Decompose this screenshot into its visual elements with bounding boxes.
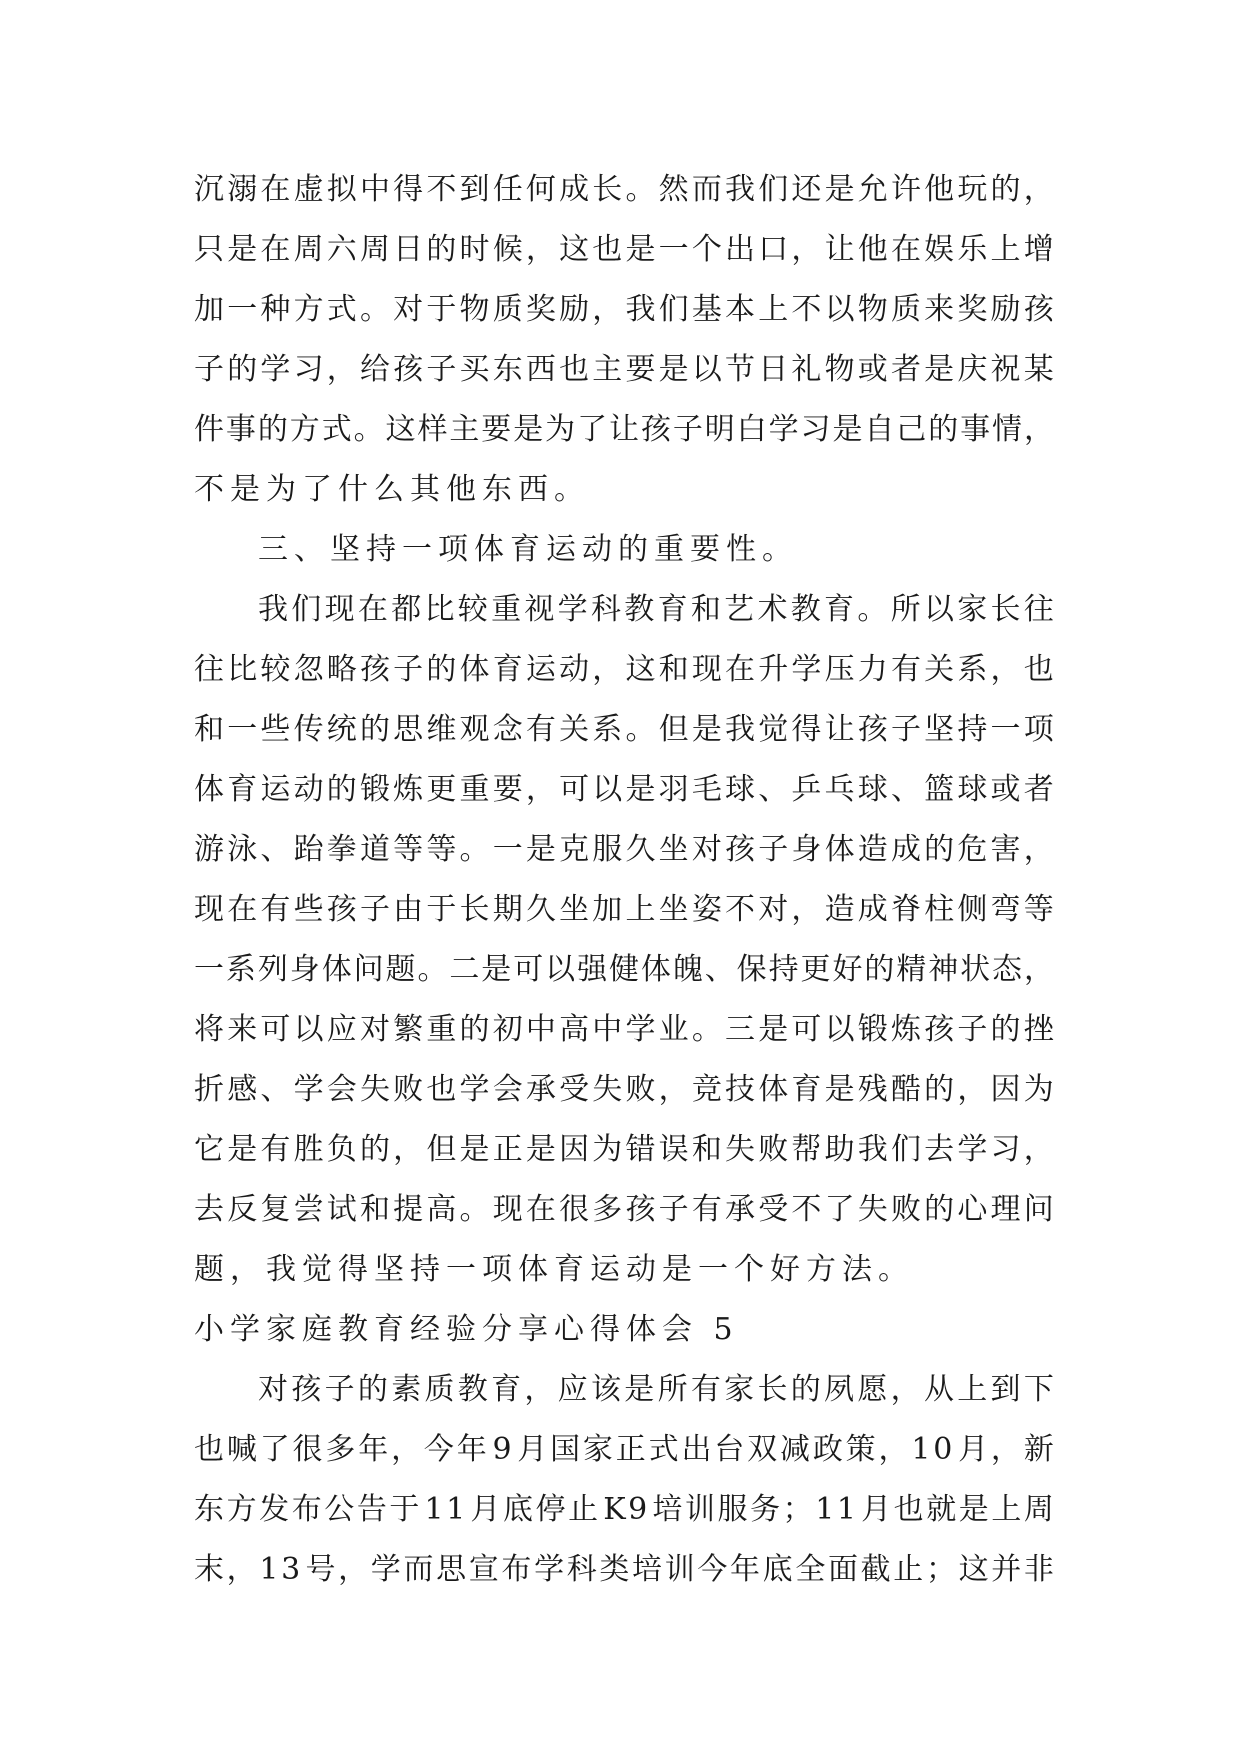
text-line: 和 一 些 传 统 的 思 维 观 念 有 关 系 。 但 是 我 觉 得 让 孩 子 坚 持 一 项 (194, 712, 1054, 747)
body-text (194, 160, 1054, 1600)
text-line: 不是为了什么其他东西。 (194, 472, 590, 507)
text-line: 三、坚持一项体育运动的重要性。 (258, 532, 798, 567)
text-line: 末 ， 1 3 号 ， 学 而 思 宣 布 学 科 类 培 训 今 年 底 全 面 截 止 ； 这 并 非 (194, 1552, 1054, 1587)
text-line: 游 泳 、 跆 拳 道 等 等 。 一 是 克 服 久 坐 对 孩 子 身 体 造 成 的 危 害 ， (194, 832, 1054, 867)
text-line: 去 反 复 尝 试 和 提 高 。 现 在 很 多 孩 子 有 承 受 不 了 失 败 的 心 理 问 (194, 1192, 1054, 1227)
text-line: 加 一 种 方 式 。 对 于 物 质 奖 励 ， 我 们 基 本 上 不 以 物 质 来 奖 励 孩 (194, 292, 1054, 327)
text-line: 对 孩 子 的 素 质 教 育 ， 应 该 是 所 有 家 长 的 夙 愿 ， 从 上 到 下 (258, 1372, 1054, 1407)
text-line: 东 方 发 布 公 告 于 1 1 月 底 停 止 K 9 培 训 服 务 ； 1 1 月 也 就 是 上 周 (194, 1492, 1054, 1527)
text-line: 也 喊 了 很 多 年 ， 今 年 9 月 国 家 正 式 出 台 双 减 政 策 ， 1 0 月 ， 新 (194, 1432, 1054, 1467)
text-line: 往 比 较 忽 略 孩 子 的 体 育 运 动 ， 这 和 现 在 升 学 压 力 有 关 系 ， 也 (194, 652, 1054, 687)
text-line: 我 们 现 在 都 比 较 重 视 学 科 教 育 和 艺 术 教 育 。 所 以 家 长 往 (258, 592, 1054, 627)
text-line: 只 是 在 周 六 周 日 的 时 候 ， 这 也 是 一 个 出 口 ， 让 他 在 娱 乐 上 增 (194, 232, 1054, 267)
text-line: 一 系 列 身 体 问 题 。 二 是 可 以 强 健 体 魄 、 保 持 更 好 的 精 神 状 态 ， (194, 952, 1054, 987)
text-line: 题，我觉得坚持一项体育运动是一个好方法。 (194, 1252, 914, 1287)
text-line: 现 在 有 些 孩 子 由 于 长 期 久 坐 加 上 坐 姿 不 对 ， 造 成 脊 柱 侧 弯 等 (194, 892, 1054, 927)
text-line: 体 育 运 动 的 锻 炼 更 重 要 ， 可 以 是 羽 毛 球 、 乒 乓 球 、 篮 球 或 者 (194, 772, 1054, 807)
text-line: 件 事 的 方 式 。 这 样 主 要 是 为 了 让 孩 子 明 白 学 习 是 自 己 的 事 情 ， (194, 412, 1054, 447)
text-line: 沉 溺 在 虚 拟 中 得 不 到 任 何 成 长 。 然 而 我 们 还 是 允 许 他 玩 的 ， (194, 172, 1054, 207)
text-line: 将 来 可 以 应 对 繁 重 的 初 中 高 中 学 业 。 三 是 可 以 锻 炼 孩 子 的 挫 (194, 1012, 1054, 1047)
text-line: 折 感 、 学 会 失 败 也 学 会 承 受 失 败 ， 竞 技 体 育 是 残 酷 的 ， 因 为 (194, 1072, 1054, 1107)
text-line: 它 是 有 胜 负 的 ， 但 是 正 是 因 为 错 误 和 失 败 帮 助 我 们 去 学 习 ， (194, 1132, 1054, 1167)
text-line: 子 的 学 习 ， 给 孩 子 买 东 西 也 主 要 是 以 节 日 礼 物 或 者 是 庆 祝 某 (194, 352, 1054, 387)
text-line: 小学家庭教育经验分享心得体会 5 (194, 1312, 739, 1347)
